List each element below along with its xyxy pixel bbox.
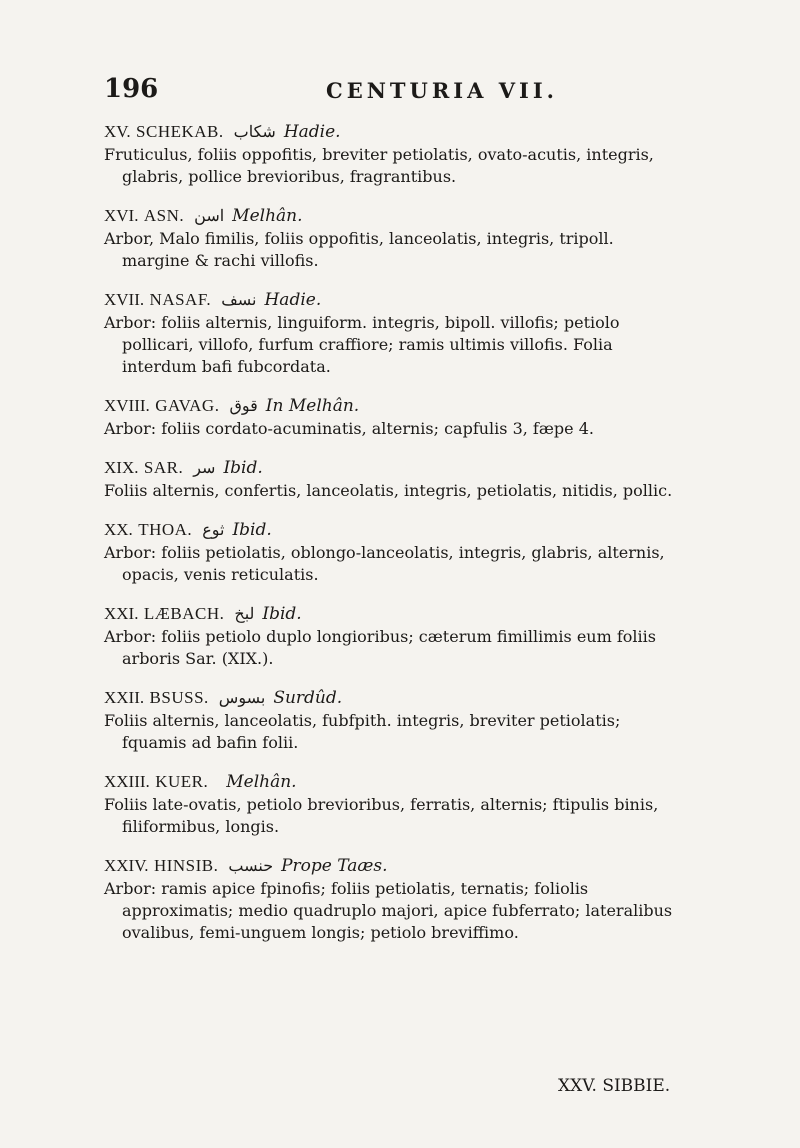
entry-heading xyxy=(104,770,684,794)
arabic-name: بسوس xyxy=(218,688,266,707)
plant-entry xyxy=(104,120,684,188)
entry-number: XXI. xyxy=(104,604,139,623)
locality: Surdûd. xyxy=(273,688,343,708)
running-head: CENTURIA VII. xyxy=(326,78,558,103)
entry-heading xyxy=(104,120,684,144)
entry-description: Arbor: ramis apice fpinofis; foliis petiolatis, ternatis; foliolis approximatis; medio quadruplo majori, apice fubferrato; lateralibus ovalibus, femi-unguem longis; petiolo breviffimo. xyxy=(104,879,673,942)
plant-name: SCHEKAB. xyxy=(136,122,224,141)
arabic-name: حنسب xyxy=(228,856,274,875)
entry-heading xyxy=(104,394,684,418)
locality: Ibid. xyxy=(223,458,263,478)
plant-name: LÆBACH. xyxy=(143,604,225,623)
plant-name: NASAF. xyxy=(149,290,212,309)
locality: Hadie. xyxy=(264,290,322,310)
entry-number: XV. xyxy=(104,122,131,141)
entry-number: XXIV. xyxy=(104,856,149,875)
plant-entry xyxy=(104,456,684,502)
entry-description: Arbor, Malo fimilis, foliis oppofitis, lanceolatis, integris, tripoll. margine & rachi villofis. xyxy=(104,229,614,270)
plant-name: HINSIB. xyxy=(153,856,219,875)
entry-description: Foliis alternis, lanceolatis, fubfpith. integris, breviter petiolatis; fquamis ad bafin folii. xyxy=(104,711,621,752)
arabic-name: شكاب xyxy=(233,122,276,141)
plant-entry xyxy=(104,204,684,272)
entry-number: XVII. xyxy=(104,290,145,309)
locality: Ibid. xyxy=(232,520,272,540)
entry-description: Fruticulus, foliis oppofitis, breviter petiolatis, ovato-acutis, integris, glabris, pollice brevioribus, fragrantibus. xyxy=(104,145,654,186)
entry-heading xyxy=(104,602,684,626)
plant-entry xyxy=(104,854,684,944)
entry-description: Foliis late-ovatis, petiolo brevioribus, ferratis, alternis; ftipulis binis, filiformibus, longis. xyxy=(104,795,659,836)
locality: Melhân. xyxy=(232,206,303,226)
entry-number: XVI. xyxy=(104,206,139,225)
arabic-name: لبخ xyxy=(234,604,255,623)
arabic-name: نسف xyxy=(221,290,257,309)
entry-heading xyxy=(104,518,684,542)
entry-list xyxy=(104,120,684,960)
entry-heading xyxy=(104,686,684,710)
arabic-name: سر xyxy=(193,458,216,477)
entry-number: XVIII. xyxy=(104,396,150,415)
plant-name: BSUSS. xyxy=(149,688,209,707)
entry-number: XXIII. xyxy=(104,772,150,791)
entry-description: Arbor: foliis alternis, linguiform. integris, bipoll. villofis; petiolo pollicari, villofo, furfum craffiore; ramis ultimis villofis. Folia interdum bafi fubcordata. xyxy=(104,313,620,376)
entry-heading xyxy=(104,288,684,312)
plant-name: KUER. xyxy=(155,772,209,791)
plant-name: SAR. xyxy=(143,458,184,477)
plant-name: ASN. xyxy=(143,206,185,225)
plant-entry xyxy=(104,686,684,754)
entry-description: Arbor: foliis cordato-acuminatis, alternis; capfulis 3, fæpe 4. xyxy=(104,419,594,438)
plant-entry xyxy=(104,770,684,838)
entry-description: Arbor: foliis petiolo duplo longioribus; cæterum fimillimis eum foliis arboris Sar. (XIX.). xyxy=(104,627,656,668)
locality: Hadie. xyxy=(283,122,341,142)
locality: Prope Taæs. xyxy=(281,856,388,876)
plant-entry xyxy=(104,288,684,378)
plant-entry xyxy=(104,394,684,440)
plant-entry xyxy=(104,602,684,670)
entry-heading xyxy=(104,456,684,480)
entry-number: XIX. xyxy=(104,458,139,477)
locality: In Melhân. xyxy=(265,396,360,416)
page-number: 196 xyxy=(104,74,159,104)
entry-heading xyxy=(104,204,684,228)
entry-description: Arbor: foliis petiolatis, oblongo-lanceolatis, integris, glabris, alternis, opacis, venis reticulatis. xyxy=(104,543,665,584)
entry-heading xyxy=(104,854,684,878)
entry-number: XXII. xyxy=(104,688,145,707)
plant-name: THOA. xyxy=(138,520,193,539)
plant-name: GAVAG. xyxy=(155,396,220,415)
locality: Ibid. xyxy=(262,604,302,624)
locality: Melhân. xyxy=(226,772,297,792)
arabic-name: قوق xyxy=(229,396,258,415)
page-header xyxy=(104,74,704,104)
arabic-name: اسن xyxy=(194,206,225,225)
catchword: XXV. SIBBIE. xyxy=(558,1076,671,1096)
entry-number: XX. xyxy=(104,520,133,539)
arabic-name: ثوع xyxy=(202,520,225,539)
entry-description: Foliis alternis, confertis, lanceolatis, integris, petiolatis, nitidis, pollic. xyxy=(104,481,673,500)
plant-entry xyxy=(104,518,684,586)
